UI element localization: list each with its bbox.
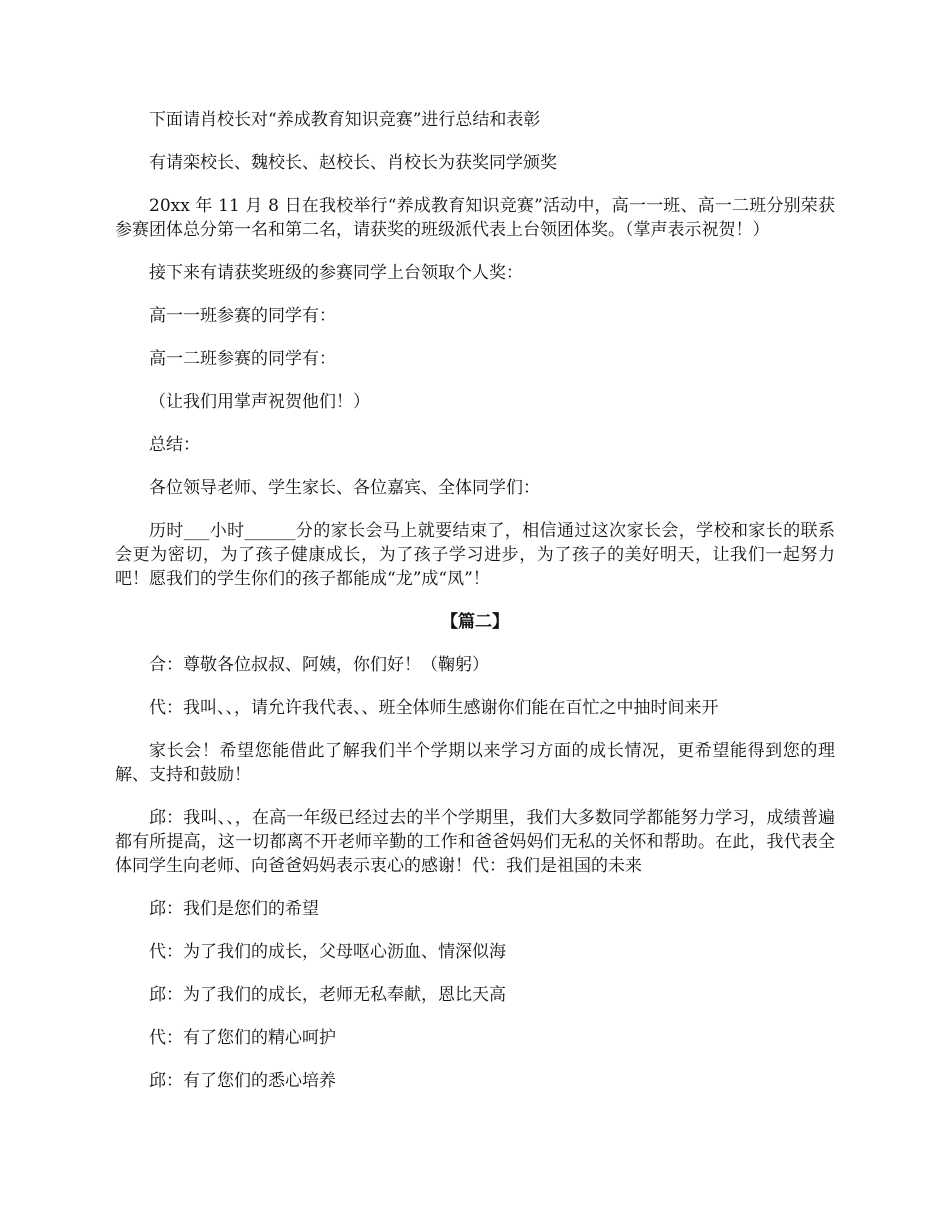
paragraph-dai-care: 代：有了您们的精心呵护: [149, 1028, 336, 1048]
paragraph-class-two-participants: 高一二班参赛的同学有：: [149, 349, 336, 369]
paragraph-summary-label: 总结：: [149, 435, 200, 455]
paragraph-parents-meeting: 家长会！希望您能借此了解我们半个学期以来学习方面的成长情况，更希望能得到您的理解、支持和鼓励！: [115, 741, 835, 785]
paragraph-individual-awards: 接下来有请获奖班级的参赛同学上台领取个人奖：: [149, 263, 523, 283]
paragraph-dai-intro: 代：我叫、、，请允许我代表、、班全体师生感谢你们能在百忙之中抽时间来开: [149, 698, 719, 718]
paragraph-joint-greeting: 合：尊敬各位叔叔、阿姨，你们好！（鞠躬）: [149, 655, 489, 675]
paragraph-qiu-teachers: 邱：为了我们的成长，老师无私奉献，恩比天高: [149, 985, 506, 1005]
paragraph-qiu-intro: 邱：我叫、、，在高一年级已经过去的半个学期里，我们大多数同学都能努力学习，成绩普遍都有所提高，这一切都离不开老师辛勤的工作和爸爸妈妈们无私的关怀和帮助。在此，我代表全体同学生向老师、向爸爸妈妈表示衷心的感谢！代：我们是祖国的未来: [115, 808, 835, 876]
paragraph-announce-summary: 下面请肖校长对“养成教育知识竞赛”进行总结和表彰: [149, 110, 541, 130]
paragraph-closing-remarks: 历时___小时______分的家长会马上就要结束了，相信通过这次家长会，学校和家长的联系会更为密切，为了孩子健康成长，为了孩子学习进步，为了孩子的美好明天，让我们一起努力吧！愿我们的学生你们的孩子都能成“龙”成“凤”！: [115, 521, 835, 589]
section-heading: 【篇二】: [441, 612, 509, 632]
paragraph-competition-result: 20xx 年 11 月 8 日在我校举行“养成教育知识竞赛”活动中，高一一班、高一二班分别荣获参赛团体总分第一名和第二名，请获奖的班级派代表上台领团体奖。（掌声表示祝贺！）: [115, 196, 835, 240]
paragraph-class-one-participants: 高一一班参赛的同学有：: [149, 306, 336, 326]
paragraph-qiu-hope: 邱：我们是您们的希望: [149, 899, 319, 919]
paragraph-greeting: 各位领导老师、学生家长、各位嘉宾、全体同学们：: [149, 478, 540, 498]
document-page: [115, 108, 835, 1112]
paragraph-invite-principals: 有请栾校长、魏校长、赵校长、肖校长为获奖同学颁奖: [149, 153, 557, 173]
paragraph-qiu-nurture: 邱：有了您们的悉心培养: [149, 1071, 336, 1091]
paragraph-dai-parents: 代：为了我们的成长，父母呕心沥血、情深似海: [149, 942, 506, 962]
paragraph-applause: （让我们用掌声祝贺他们！）: [149, 392, 370, 412]
